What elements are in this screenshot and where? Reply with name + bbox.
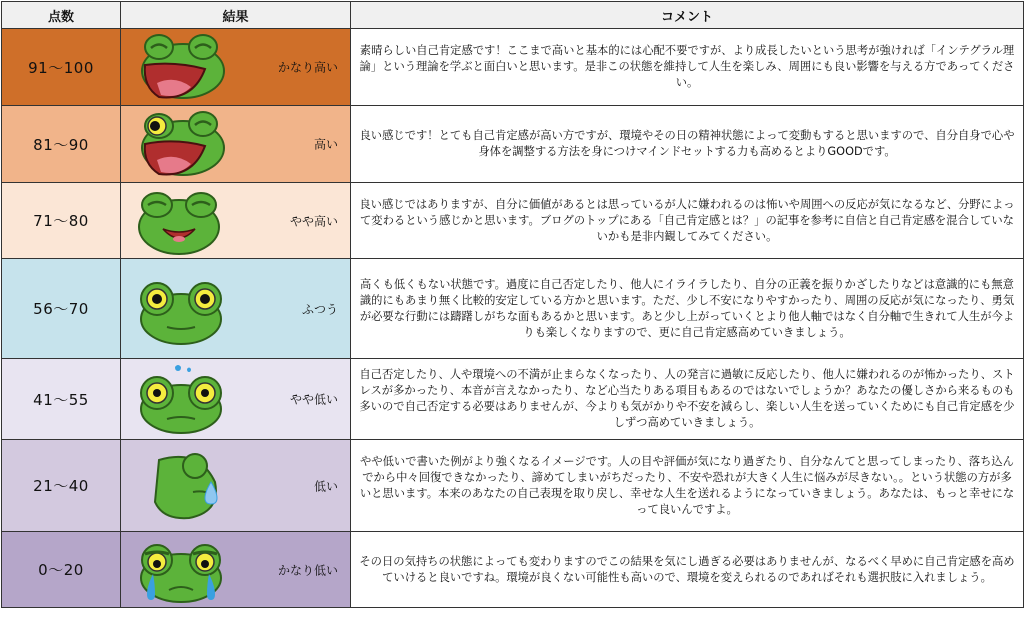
result-label: 高い [313,137,338,152]
table-row [2,440,1024,532]
result-cell [121,183,351,259]
result-cell [121,532,351,608]
result-cell [121,359,351,440]
result-label: やや低い [289,392,338,407]
header-score: 点数 [2,2,121,29]
score-cell: 21～40 [2,440,121,532]
score-cell: 41～55 [2,359,121,440]
frog-crying-icon [129,534,229,606]
table-row [2,106,1024,183]
table-row [2,532,1024,608]
score-cell: 0～20 [2,532,121,608]
comment-cell: 良い感じではありますが、自分に価値があるとは思っているが人に嫌われるのは怖いや周囲への反応が気になるなど、分野によって変わるという感じかと思います。ブログのトップにある「自己肯定感とは？」の記事を参考に自信と自己肯定感を混合していないかも是非内観してみてください。 [351,183,1024,259]
result-label: かなり高い [277,60,338,75]
comment-cell: やや低いで書いた例がより強くなるイメージです。人の目や評価が気になり過ぎたり、自分なんてと思ってしまったり、落ち込んでから中々回復できなかったり、諦めてしまいがちだったり、不安や恐れが大きく人生に悩みが尽きない。。という状態の方が多いと思います。本来のあなたの自己表現を取り戻し、幸せな人生を送れるようになっていきましょう。あなたは、もっと幸せになって良いんですよ。 [351,440,1024,532]
frog-winking-open-mouth-icon [129,108,229,180]
comment-cell: その日の気持ちの状態によっても変わりますのでこの結果を気にし過ぎる必要はありませんが、なるべく早めに自己肯定感を高めていけると良いですね。環境が良くない可能性も高いので、環境を変えられるのであればそれも選択肢に入れましょう。 [351,532,1024,608]
score-cell: 81～90 [2,106,121,183]
self-esteem-result-table [1,1,1024,608]
score-cell: 91～100 [2,29,121,106]
comment-cell: 高くも低くもない状態です。過度に自己否定したり、他人にイライラしたり、自分の正義を振りかざしたりなどは意識的にも無意識的にもあまり無く比較的安定している方かと思います。ただ、少し不安になりやすかったり、周囲の反応が気になったり、勇気が必要な行動には躊躇しがちな面もあるかと思います。あと少し上がっていくとより他人軸ではなく自分軸で生きれて人生が今よりも楽しくなりますので、更に自己肯定感高めていきましょう。 [351,259,1024,359]
result-label: かなり低い [277,563,338,577]
frog-laughing-open-mouth-icon [129,31,229,103]
table-row [2,259,1024,359]
table-row [2,359,1024,440]
comment-cell: 自己否定したり、人や環境への不満が止まらなくなったり、人の発言に過敏に反応したり、他人に嫌われるのが怖かったり、ストレスが多かったり、本音が言えなかったり、など心当たりある項目もあるのではないでしょうか？あなたの優しさから来るものも多いので自己否定する必要はありませんが、今よりも気がかりや不安を減らし、楽しい人生を送っていくためにも自己肯定感を少しずつ高めていきましょう。 [351,359,1024,440]
result-label: ふつう [301,302,338,316]
table-row [2,183,1024,259]
comment-cell: 素晴らしい自己肯定感です！ここまで高いと基本的には心配不要ですが、より成長したいという思考が強ければ「インテグラル理論」という理論を学ぶと面白いと思います。是非この状態を維持して人生を楽しみ、周囲にも良い影響を与える方であってください。 [351,29,1024,106]
header-comment: コメント [351,2,1024,29]
frog-looking-away-sweat-icon [129,442,229,528]
score-cell: 71～80 [2,183,121,259]
score-cell: 56～70 [2,259,121,359]
result-cell [121,259,351,359]
header-result: 結果 [121,2,351,29]
result-label: 低い [313,479,338,493]
result-cell [121,29,351,106]
table-row [2,29,1024,106]
frog-smiling-closed-eyes-icon [129,185,229,257]
frog-neutral-face-icon [129,261,229,357]
frog-worried-sweat-icon [129,361,229,437]
result-label: やや高い [289,214,338,228]
comment-cell: 良い感じです！とても自己肯定感が高い方ですが、環境やその日の精神状態によって変動もすると思いますので、自分自身で心や身体を調整する方法を身につけマインドセットする力も高めるとよりGOODです。 [351,106,1024,183]
header-row [2,2,1024,29]
result-cell [121,440,351,532]
result-cell [121,106,351,183]
